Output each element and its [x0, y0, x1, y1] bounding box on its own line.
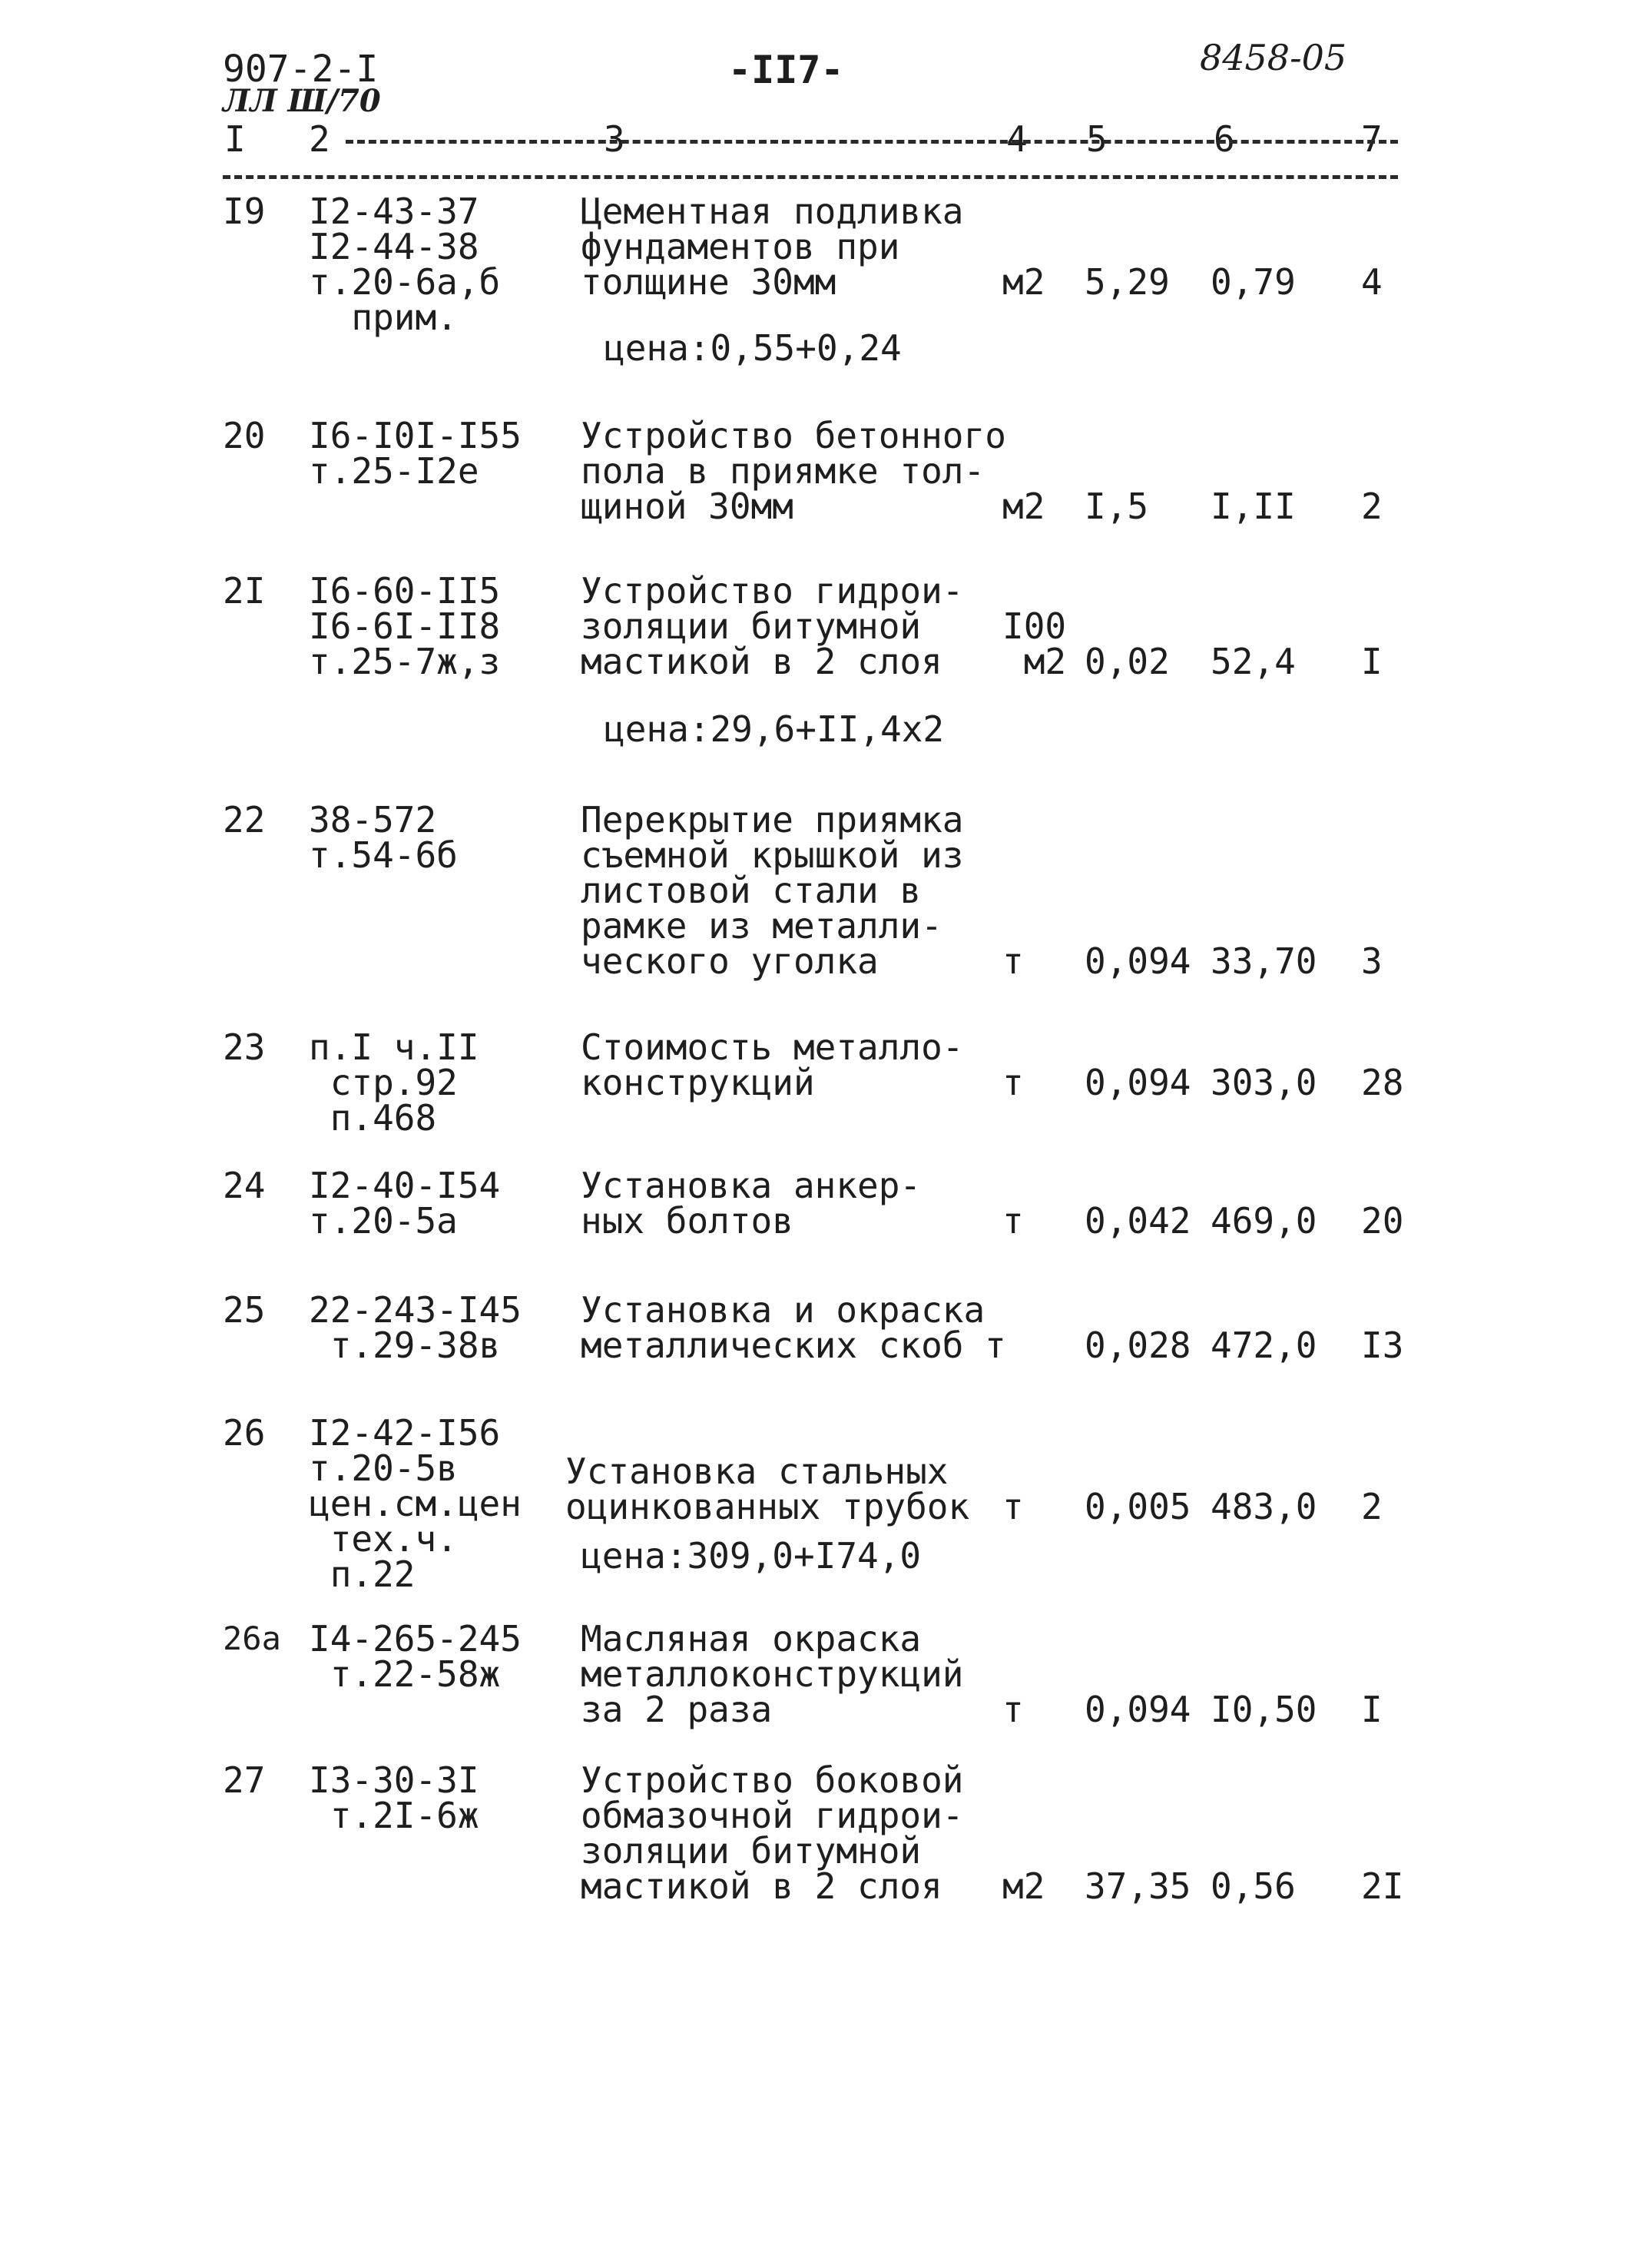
total-cost: 2 — [1361, 486, 1383, 527]
norm-code: 38-572 т.54-6б — [309, 799, 458, 876]
work-description: Устройство бетонного пола в приямке тол- щиной 30мм — [581, 415, 1006, 527]
quantity: 0,094 — [1085, 1689, 1191, 1730]
unit-price: 52,4 — [1211, 641, 1296, 682]
norm-code: 22-243-I45 т.29-38в — [309, 1289, 522, 1366]
norm-code: I2-43-37 I2-44-38 т.20-6а,б прим. — [309, 191, 501, 338]
work-description: Перекрытие приямка съемной крышкой из листовой стали в рамке из металли- ческого уголка — [581, 799, 964, 982]
unit: м2 — [1002, 1865, 1045, 1907]
unit-price: 0,79 — [1211, 261, 1296, 303]
total-cost: 2I — [1361, 1865, 1404, 1907]
quantity: 0,005 — [1085, 1486, 1191, 1527]
unit-price: 472,0 — [1211, 1325, 1317, 1366]
total-cost: 3 — [1361, 940, 1383, 982]
total-cost: I3 — [1361, 1325, 1404, 1366]
unit-price: 303,0 — [1211, 1062, 1317, 1103]
quantity: 0,02 — [1085, 641, 1170, 682]
unit-price: 33,70 — [1211, 940, 1317, 982]
norm-code: I3-30-3I т.2I-6ж — [309, 1759, 479, 1836]
quantity: 37,35 — [1085, 1865, 1191, 1907]
row-number: 26 — [223, 1412, 266, 1454]
price-note: цена:309,0+I74,0 — [581, 1535, 922, 1577]
row-number: I9 — [223, 191, 266, 232]
page-number: -II7- — [728, 48, 844, 92]
unit: м2 — [1002, 486, 1045, 527]
work-description: Стоимость металло- конструкций — [581, 1026, 964, 1103]
table-row — [0, 1618, 1633, 1730]
unit-price: I0,50 — [1211, 1689, 1317, 1730]
handwritten-number: 8458-05 — [1200, 37, 1347, 78]
row-number: 2I — [223, 570, 266, 612]
total-cost: 2 — [1361, 1486, 1383, 1527]
total-cost: I — [1361, 1689, 1383, 1730]
unit: м2 — [1002, 261, 1045, 303]
table-row — [0, 799, 1633, 982]
norm-code: I6-60-II5 I6-6I-II8 т.25-7ж,з — [309, 570, 501, 682]
column-header: 5 — [1086, 118, 1108, 160]
norm-code: I4-265-245 т.22-58ж — [309, 1618, 522, 1695]
work-description: Масляная окраска металлоконструкций за 2 раза — [581, 1618, 964, 1730]
table-row — [0, 570, 1633, 750]
quantity: 5,29 — [1085, 261, 1170, 303]
total-cost: 20 — [1361, 1200, 1404, 1242]
table-row — [0, 1412, 1633, 1595]
unit: т — [1002, 1200, 1024, 1242]
work-description: Цементная подливка фундаментов при толщине 30мм — [581, 191, 964, 303]
column-header: 2 — [309, 118, 330, 160]
unit: I00 м2 — [1002, 605, 1067, 682]
unit-price: 469,0 — [1211, 1200, 1317, 1242]
total-cost: 4 — [1361, 261, 1383, 303]
row-number: 26а — [223, 1620, 281, 1657]
price-note: цена:29,6+II,4х2 — [604, 708, 945, 750]
unit: т — [1002, 1486, 1024, 1527]
row-number: 20 — [223, 415, 266, 456]
row-number: 24 — [223, 1165, 266, 1206]
quantity: 0,042 — [1085, 1200, 1191, 1242]
column-header: I — [224, 118, 246, 160]
norm-code: I2-42-I56 т.20-5в цен.см.цен тех.ч. п.22 — [309, 1412, 522, 1595]
header-dashed-line-top — [346, 140, 1398, 144]
work-description: Установка и окраска металлических скоб — [581, 1289, 985, 1366]
row-number: 23 — [223, 1026, 266, 1068]
table-row — [0, 1289, 1633, 1366]
total-cost: I — [1361, 641, 1383, 682]
table-row — [0, 1759, 1633, 1907]
unit-price: I,II — [1211, 486, 1296, 527]
norm-code: I6-I0I-I55 т.25-I2е — [309, 415, 522, 492]
work-description: Устройство боковой обмазочной гидрои- золяции битумной мастикой в 2 слоя — [581, 1759, 964, 1907]
row-number: 27 — [223, 1759, 266, 1801]
total-cost: 28 — [1361, 1062, 1404, 1103]
quantity: 0,094 — [1085, 940, 1191, 982]
quantity: I,5 — [1085, 486, 1149, 527]
norm-code: п.I ч.II стр.92 п.468 — [309, 1026, 479, 1139]
price-note: цена:0,55+0,24 — [604, 327, 902, 369]
unit: т — [1002, 1689, 1024, 1730]
column-header: 3 — [604, 118, 625, 160]
unit: т — [1002, 1062, 1024, 1103]
unit-price: 483,0 — [1211, 1486, 1317, 1527]
series-number: 907-2-I — [223, 48, 379, 91]
column-header: 7 — [1361, 118, 1383, 160]
table-row — [0, 1165, 1633, 1242]
table-row — [0, 415, 1633, 527]
work-description: Установка стальных оцинкованных трубок — [565, 1451, 970, 1527]
column-header: 4 — [1006, 118, 1028, 160]
quantity: 0,028 — [1085, 1325, 1191, 1366]
work-description: Установка анкер- ных болтов — [581, 1165, 922, 1242]
norm-code: I2-40-I54 т.20-5а — [309, 1165, 501, 1242]
row-number: 25 — [223, 1289, 266, 1331]
quantity: 0,094 — [1085, 1062, 1191, 1103]
header-dashed-line-bottom — [223, 175, 1398, 179]
row-number: 22 — [223, 799, 266, 841]
work-description: Устройство гидрои- золяции битумной мастикой в 2 слоя — [581, 570, 964, 682]
column-header: 6 — [1214, 118, 1235, 160]
handwritten-code: ЛЛ Ш/70 — [223, 83, 381, 119]
unit: т — [985, 1325, 1006, 1366]
unit: т — [1002, 940, 1024, 982]
unit-price: 0,56 — [1211, 1865, 1296, 1907]
